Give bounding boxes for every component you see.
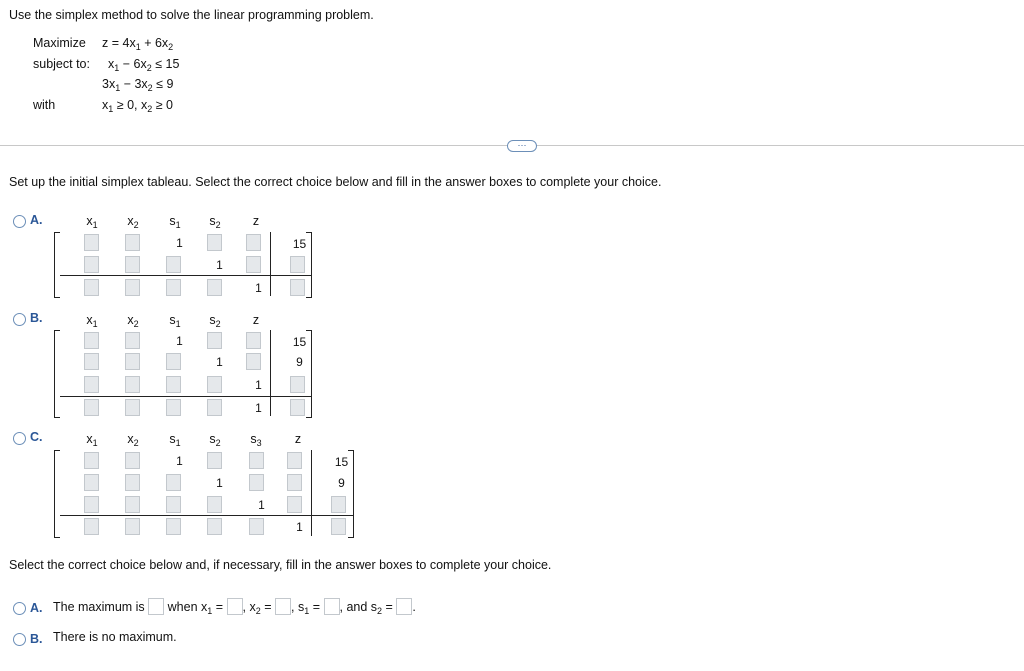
answer-box[interactable] bbox=[331, 496, 346, 513]
tableau-value: 1 bbox=[255, 401, 262, 415]
max-option-a-letter: A. bbox=[30, 601, 43, 615]
answer-box[interactable] bbox=[84, 256, 99, 273]
option-c-radio[interactable] bbox=[13, 432, 26, 445]
c2-b: − 3x bbox=[120, 77, 148, 91]
header-z: z bbox=[252, 313, 260, 327]
x2-label: , x bbox=[242, 600, 256, 614]
s2-label: , and s bbox=[339, 600, 378, 614]
header-x2: $x_2$ bbox=[127, 432, 139, 448]
answer-box[interactable] bbox=[125, 353, 140, 370]
header-s1: $s_1$ bbox=[169, 432, 181, 448]
objective-lhs: z = 4x bbox=[102, 36, 136, 50]
header-s3: $s_3$ bbox=[250, 432, 262, 448]
answer-box[interactable] bbox=[246, 256, 261, 273]
tableau-value: 9 bbox=[338, 476, 345, 490]
maximum-input[interactable] bbox=[148, 598, 164, 615]
answer-box[interactable] bbox=[246, 234, 261, 251]
header-s2: $s_2$ bbox=[209, 432, 221, 448]
tableau-value: 1 bbox=[176, 334, 183, 348]
equals: = bbox=[260, 600, 272, 614]
answer-box[interactable] bbox=[125, 452, 140, 469]
tableau-bracket-left bbox=[54, 330, 60, 418]
answer-box[interactable] bbox=[84, 376, 99, 393]
tableau-bracket-left bbox=[54, 450, 60, 538]
answer-box[interactable] bbox=[207, 452, 222, 469]
tableau-divider-vertical bbox=[311, 450, 312, 536]
equals: = bbox=[309, 600, 321, 614]
answer-box[interactable] bbox=[246, 332, 261, 349]
tableau-divider-horizontal bbox=[60, 396, 312, 397]
tableau-divider-vertical bbox=[270, 330, 271, 416]
sub: 2 bbox=[255, 606, 261, 616]
answer-box[interactable] bbox=[125, 399, 140, 416]
answer-box[interactable] bbox=[287, 452, 302, 469]
answer-box[interactable] bbox=[290, 279, 305, 296]
answer-box[interactable] bbox=[125, 332, 140, 349]
answer-box[interactable] bbox=[207, 234, 222, 251]
c2-sub: 1 bbox=[115, 83, 121, 93]
c2-a: 3x bbox=[102, 77, 116, 91]
header-x1: $x_1$ bbox=[86, 214, 98, 230]
answer-box[interactable] bbox=[249, 518, 264, 535]
answer-box[interactable] bbox=[246, 353, 261, 370]
when-text: when x bbox=[167, 600, 208, 614]
answer-box[interactable] bbox=[84, 399, 99, 416]
subject-to-label: subject to: bbox=[33, 57, 90, 71]
header-x2: $x_2$ bbox=[127, 214, 139, 230]
more-button[interactable]: ··· bbox=[507, 140, 537, 152]
tableau-value: 15 bbox=[334, 455, 349, 469]
x1-input[interactable] bbox=[227, 598, 243, 615]
tableau-value: 1 bbox=[216, 476, 223, 490]
x2-input[interactable] bbox=[275, 598, 291, 615]
tableau-value: 15 bbox=[292, 237, 307, 251]
c1-sub: 2 bbox=[146, 63, 152, 73]
sub: 2 bbox=[377, 606, 383, 616]
c2-c: ≤ 9 bbox=[152, 77, 174, 91]
option-b-letter: B. bbox=[30, 311, 43, 325]
answer-box[interactable] bbox=[207, 518, 222, 535]
objective-sub: 2 bbox=[168, 42, 174, 52]
equals: = bbox=[212, 600, 224, 614]
period: . bbox=[412, 600, 416, 614]
answer-box[interactable] bbox=[290, 399, 305, 416]
answer-box[interactable] bbox=[166, 496, 181, 513]
answer-box[interactable] bbox=[125, 496, 140, 513]
tableau-value: 1 bbox=[258, 498, 265, 512]
sub: 1 bbox=[304, 606, 310, 616]
answer-box[interactable] bbox=[84, 518, 99, 535]
nn-c: ≥ 0 bbox=[152, 98, 174, 112]
answer-box[interactable] bbox=[331, 518, 346, 535]
part2-instruction: Select the correct choice below and, if necessary, fill in the answer boxes to complete your choice. bbox=[9, 558, 552, 572]
answer-box[interactable] bbox=[290, 376, 305, 393]
answer-box[interactable] bbox=[287, 496, 302, 513]
objective-function bbox=[102, 36, 173, 50]
tableau-value: 1 bbox=[296, 520, 303, 534]
max-option-a-text bbox=[53, 598, 416, 615]
with-label: with bbox=[33, 98, 56, 112]
tableau-value: 1 bbox=[216, 258, 223, 272]
header-s2: $s_2$ bbox=[209, 214, 221, 230]
answer-box[interactable] bbox=[290, 256, 305, 273]
problem-instruction: Use the simplex method to solve the linear programming problem. bbox=[9, 8, 374, 22]
c1-a: x bbox=[108, 57, 115, 71]
answer-box[interactable] bbox=[207, 279, 222, 296]
sub: 1 bbox=[207, 606, 213, 616]
tableau-value: 1 bbox=[176, 454, 183, 468]
max-option-b-radio[interactable] bbox=[13, 633, 26, 646]
tableau-divider-horizontal bbox=[60, 515, 354, 516]
part1-instruction: Set up the initial simplex tableau. Select the correct choice below and fill in the answer boxes to complete your choice. bbox=[9, 175, 662, 189]
option-a-letter: A. bbox=[30, 213, 43, 227]
answer-box[interactable] bbox=[166, 474, 181, 491]
no-maximum-text: There is no maximum. bbox=[53, 630, 177, 644]
answer-box[interactable] bbox=[125, 518, 140, 535]
tableau-value: 1 bbox=[255, 378, 262, 392]
header-z: z bbox=[294, 432, 302, 446]
answer-box[interactable] bbox=[125, 279, 140, 296]
c1-b: − 6x bbox=[119, 57, 147, 71]
header-z: z bbox=[252, 214, 260, 228]
nn-a: x bbox=[102, 98, 109, 112]
answer-box[interactable] bbox=[249, 452, 264, 469]
constraint-2 bbox=[102, 77, 173, 91]
header-x1: $x_1$ bbox=[86, 432, 98, 448]
objective-sub: 1 bbox=[135, 42, 141, 52]
max-text: The maximum is bbox=[53, 600, 145, 614]
answer-box[interactable] bbox=[207, 399, 222, 416]
answer-box[interactable] bbox=[125, 376, 140, 393]
s2-input[interactable] bbox=[396, 598, 412, 615]
answer-box[interactable] bbox=[84, 332, 99, 349]
answer-box[interactable] bbox=[166, 399, 181, 416]
answer-box[interactable] bbox=[84, 234, 99, 251]
answer-box[interactable] bbox=[207, 376, 222, 393]
answer-box[interactable] bbox=[84, 496, 99, 513]
answer-box[interactable] bbox=[287, 474, 302, 491]
answer-box[interactable] bbox=[166, 279, 181, 296]
tableau-value: 9 bbox=[296, 355, 303, 369]
nonnegativity bbox=[102, 98, 173, 112]
option-b-radio[interactable] bbox=[13, 313, 26, 326]
tableau-value: 1 bbox=[255, 281, 262, 295]
nn-b: ≥ 0, x bbox=[113, 98, 148, 112]
nn-sub: 2 bbox=[147, 104, 153, 114]
nn-sub: 1 bbox=[108, 104, 114, 114]
header-s2: $s_2$ bbox=[209, 313, 221, 329]
constraint-1 bbox=[108, 57, 179, 71]
answer-box[interactable] bbox=[84, 353, 99, 370]
objective-mid: + 6x bbox=[140, 36, 169, 50]
answer-box[interactable] bbox=[84, 279, 99, 296]
answer-box[interactable] bbox=[207, 496, 222, 513]
tableau-divider-horizontal bbox=[60, 275, 312, 276]
tableau-value: 15 bbox=[292, 335, 307, 349]
header-x1: $x_1$ bbox=[86, 313, 98, 329]
answer-box[interactable] bbox=[166, 518, 181, 535]
answer-box[interactable] bbox=[125, 256, 140, 273]
answer-box[interactable] bbox=[166, 256, 181, 273]
c2-sub: 2 bbox=[147, 83, 153, 93]
max-option-b-letter: B. bbox=[30, 632, 43, 646]
answer-box[interactable] bbox=[84, 452, 99, 469]
equals: = bbox=[382, 600, 393, 614]
answer-box[interactable] bbox=[166, 376, 181, 393]
answer-box[interactable] bbox=[125, 234, 140, 251]
option-c-letter: C. bbox=[30, 430, 43, 444]
header-x2: $x_2$ bbox=[127, 313, 139, 329]
s1-input[interactable] bbox=[324, 598, 340, 615]
tableau-bracket-left bbox=[54, 232, 60, 298]
option-a-radio[interactable] bbox=[13, 215, 26, 228]
c1-sub: 1 bbox=[114, 63, 120, 73]
tableau-value: 1 bbox=[176, 236, 183, 250]
answer-box[interactable] bbox=[207, 332, 222, 349]
answer-box[interactable] bbox=[125, 474, 140, 491]
c1-c: ≤ 15 bbox=[151, 57, 180, 71]
header-s1: $s_1$ bbox=[169, 313, 181, 329]
maximize-label: Maximize bbox=[33, 36, 86, 50]
tableau-divider-vertical bbox=[270, 232, 271, 296]
answer-box[interactable] bbox=[166, 353, 181, 370]
s1-label: , s bbox=[291, 600, 305, 614]
header-s1: $s_1$ bbox=[169, 214, 181, 230]
tableau-value: 1 bbox=[216, 355, 223, 369]
answer-box[interactable] bbox=[84, 474, 99, 491]
answer-box[interactable] bbox=[249, 474, 264, 491]
max-option-a-radio[interactable] bbox=[13, 602, 26, 615]
